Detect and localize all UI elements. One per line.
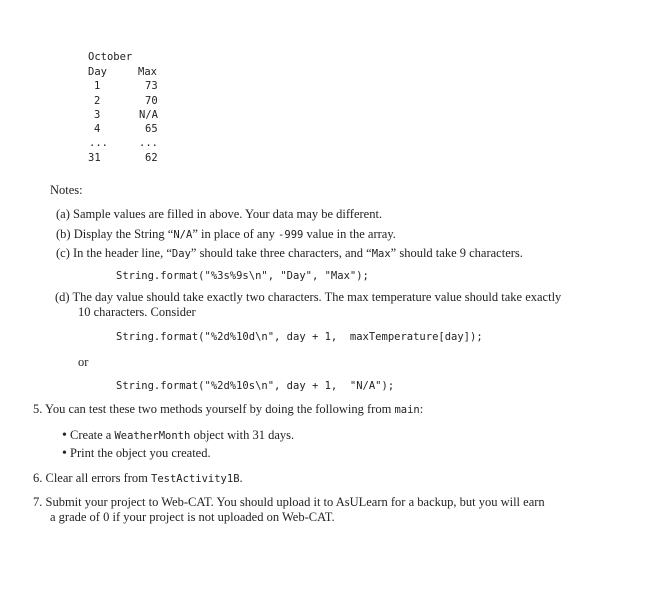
step-text: . — [239, 471, 243, 485]
table-max-ellipsis: ... — [139, 137, 158, 149]
table-max: 65 — [145, 123, 158, 135]
inline-code: -999 — [278, 229, 304, 241]
note-text: value in the array. — [303, 227, 396, 241]
table-day: 1 — [94, 80, 101, 92]
note-text: ” in place of any — [192, 227, 279, 241]
code-line: String.format("%2d%10s\n", day + 1, "N/A"); — [116, 380, 395, 392]
step-number: 6. — [33, 471, 43, 485]
note-label: (a) — [56, 207, 70, 221]
note-d-line2: 10 characters. Consider — [78, 305, 196, 319]
step-5 — [33, 402, 423, 417]
code-line: String.format("%3s%9s\n", "Day", "Max"); — [116, 270, 369, 282]
note-a — [56, 207, 382, 221]
bullet-item — [62, 446, 211, 461]
table-max: 73 — [145, 80, 158, 92]
table-header-day: Day — [88, 66, 107, 78]
inline-code: WeatherMonth — [114, 430, 191, 442]
table-header-max: Max — [138, 66, 157, 78]
note-c — [56, 246, 523, 261]
note-text: ” should take 9 characters. — [390, 246, 523, 260]
note-label: (d) — [55, 290, 70, 304]
notes-heading: Notes: — [50, 183, 83, 197]
step-text: Clear all errors from — [45, 471, 152, 485]
table-day: 2 — [94, 95, 101, 107]
step-text: : — [419, 402, 424, 416]
bullet-icon: • — [62, 446, 67, 461]
note-text: Display the String “ — [73, 227, 174, 241]
step-7-line2: a grade of 0 if your project is not uploaded on Web-CAT. — [50, 510, 335, 524]
table-max: N/A — [139, 109, 158, 121]
bullet-text: Create a — [70, 428, 115, 442]
bullet-icon: • — [62, 428, 67, 443]
step-text: Submit your project to Web-CAT. You should upload it to AsULearn for a backup, but you will earn — [45, 495, 545, 509]
table-max: 62 — [145, 152, 158, 164]
table-day: 4 — [94, 123, 101, 135]
table-day: 3 — [94, 109, 101, 121]
inline-code: TestActivity1B — [151, 473, 240, 485]
bullet-text: object with 31 days. — [190, 428, 295, 442]
note-text: ” should take three characters, and “ — [190, 246, 372, 260]
note-b — [56, 227, 396, 242]
or-text: or — [78, 355, 89, 369]
step-text: You can test these two methods yourself by doing the following from — [45, 402, 395, 416]
step-number: 7. — [33, 495, 43, 509]
inline-code: main — [394, 404, 420, 416]
note-text: The day value should take exactly two characters. The max temperature value should take exactly — [72, 290, 562, 304]
bullet-text: Print the object you created. — [70, 446, 211, 460]
table-month: October — [88, 51, 133, 63]
note-text: Sample values are filled in above. Your data may be different. — [73, 207, 383, 221]
step-7 — [33, 495, 545, 509]
inline-code: N/A — [173, 229, 193, 241]
code-line: String.format("%2d%10d\n", day + 1, maxTemperature[day]); — [116, 331, 483, 343]
table-day-ellipsis: ... — [89, 137, 108, 149]
bullet-item — [62, 428, 294, 443]
table-max: 70 — [145, 95, 158, 107]
note-text: In the header line, “ — [73, 246, 172, 260]
note-d — [55, 290, 561, 304]
inline-code: Day — [171, 248, 191, 260]
note-label: (b) — [56, 227, 71, 241]
table-day: 31 — [88, 152, 101, 164]
inline-code: Max — [371, 248, 391, 260]
note-label: (c) — [56, 246, 70, 260]
step-number: 5. — [33, 402, 43, 416]
step-6 — [33, 471, 243, 486]
